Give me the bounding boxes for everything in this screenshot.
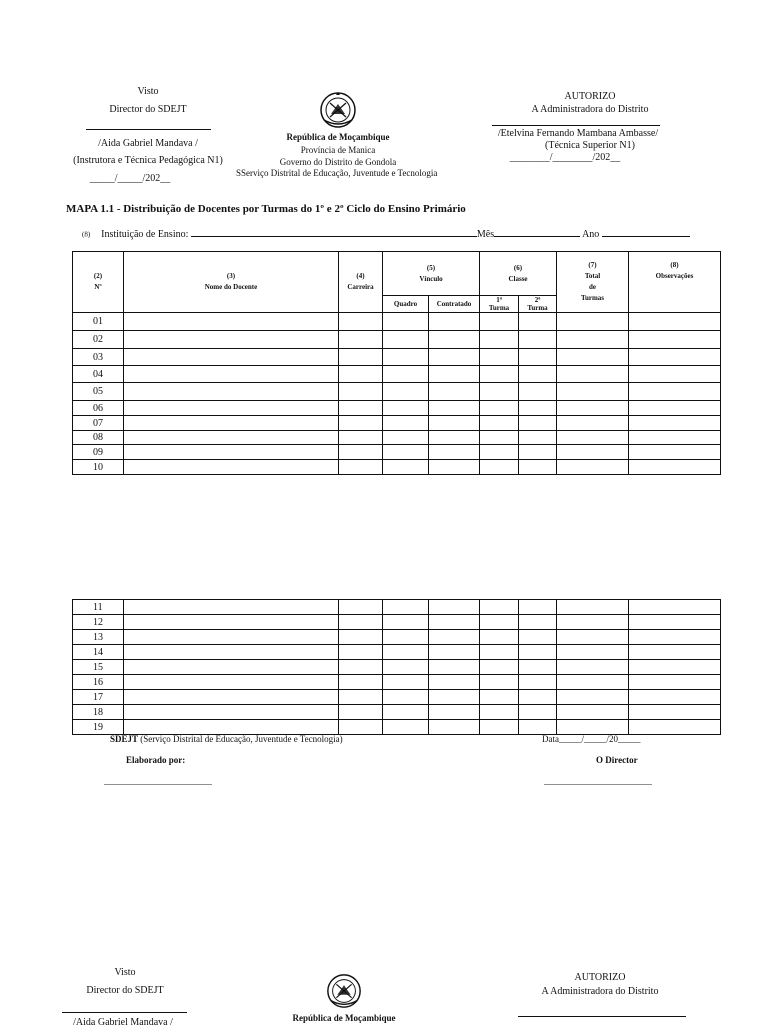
table-cell[interactable] xyxy=(429,313,480,331)
table-cell[interactable] xyxy=(339,660,383,675)
table-cell[interactable] xyxy=(519,675,557,690)
table-cell[interactable] xyxy=(519,460,557,475)
table-cell[interactable] xyxy=(339,645,383,660)
row-number: 15 xyxy=(73,660,124,675)
visto-label: Visto xyxy=(137,86,159,97)
director-footer-label: O Director xyxy=(596,755,638,765)
col-class-second-num: 2ª xyxy=(534,296,541,304)
month-field[interactable] xyxy=(494,236,580,237)
table-cell[interactable] xyxy=(557,460,629,475)
table-cell[interactable] xyxy=(629,660,721,675)
table-cell[interactable] xyxy=(429,431,480,445)
republic-label: República de Moçambique xyxy=(286,132,390,142)
table-cell[interactable] xyxy=(383,675,429,690)
table-cell[interactable] xyxy=(383,705,429,720)
institution-field[interactable] xyxy=(191,236,477,237)
institution-label: Instituição de Ensino: xyxy=(101,229,189,240)
sdejt-footer xyxy=(110,734,343,744)
table-cell[interactable] xyxy=(629,675,721,690)
table-cell[interactable] xyxy=(339,383,383,401)
table-row xyxy=(73,720,721,735)
row-number: 16 xyxy=(73,675,124,690)
col-number-header xyxy=(73,252,124,313)
table-cell[interactable] xyxy=(519,401,557,416)
table-cell[interactable] xyxy=(557,690,629,705)
institution-row xyxy=(82,229,690,240)
table-cell[interactable] xyxy=(519,349,557,366)
bottom-admin-signature-line xyxy=(518,1016,686,1017)
table-cell[interactable] xyxy=(429,460,480,475)
table-cell[interactable] xyxy=(383,349,429,366)
director-signature-line xyxy=(86,129,211,130)
table-cell[interactable] xyxy=(339,313,383,331)
province-label: Província de Manica xyxy=(300,145,376,155)
bottom-mozambique-emblem-icon xyxy=(325,972,363,1010)
director-signature-line-footer[interactable]: ________________________ xyxy=(544,776,652,786)
government-label: Governo do Distrito de Gondola xyxy=(279,157,397,167)
col-name-label: Nome do Docente xyxy=(204,283,258,291)
table-row xyxy=(73,431,721,445)
table-cell[interactable] xyxy=(480,445,519,460)
table-row xyxy=(73,600,721,615)
bottom-director-name: /Aida Gabriel Mandava / xyxy=(73,1017,173,1028)
admin-title: A Administradora do Distrito xyxy=(531,104,649,115)
admin-date: ________/________/202__ xyxy=(509,152,621,163)
table-cell[interactable] xyxy=(557,660,629,675)
table-header-row xyxy=(73,252,721,296)
table-cell[interactable] xyxy=(429,645,480,660)
table-cell[interactable] xyxy=(480,366,519,383)
table-cell[interactable] xyxy=(629,630,721,645)
table-cell[interactable] xyxy=(339,349,383,366)
table-cell[interactable] xyxy=(480,690,519,705)
col-class-second-label: Turma xyxy=(527,304,548,312)
director-role: (Instrutora e Técnica Pedagógica N1) xyxy=(73,155,223,166)
table-cell[interactable] xyxy=(383,460,429,475)
row-number: 14 xyxy=(73,645,124,660)
director-title: Director do SDEJT xyxy=(109,104,187,115)
table-cell[interactable] xyxy=(629,383,721,401)
table-cell[interactable] xyxy=(480,675,519,690)
table-row xyxy=(73,349,721,366)
col-number-index: (2) xyxy=(93,272,103,280)
table-cell[interactable] xyxy=(629,445,721,460)
table-cell[interactable] xyxy=(480,313,519,331)
table-cell[interactable] xyxy=(383,431,429,445)
col-career-label: Carreira xyxy=(347,283,374,291)
table-cell[interactable] xyxy=(124,401,339,416)
table-cell[interactable] xyxy=(429,349,480,366)
table-cell[interactable] xyxy=(629,431,721,445)
table-cell[interactable] xyxy=(124,416,339,431)
table-cell[interactable] xyxy=(519,600,557,615)
table-cell[interactable] xyxy=(629,460,721,475)
table-cell[interactable] xyxy=(557,705,629,720)
row-number: 06 xyxy=(73,401,124,416)
table-cell[interactable] xyxy=(383,630,429,645)
table-cell[interactable] xyxy=(124,445,339,460)
sdejt-text: (Serviço Distrital de Educação, Juventude e Tecnologia) xyxy=(140,734,343,744)
row-number: 05 xyxy=(73,383,124,401)
table-cell[interactable] xyxy=(480,416,519,431)
row-number: 11 xyxy=(73,600,124,615)
row-number: 03 xyxy=(73,349,124,366)
table-cell[interactable] xyxy=(480,630,519,645)
bottom-admin-title: A Administradora do Distrito xyxy=(541,986,659,997)
table-cell[interactable] xyxy=(339,705,383,720)
table-row xyxy=(73,460,721,475)
table-cell[interactable] xyxy=(124,431,339,445)
table-row xyxy=(73,645,721,660)
table-cell[interactable] xyxy=(383,660,429,675)
table-cell[interactable] xyxy=(429,383,480,401)
table-cell[interactable] xyxy=(429,416,480,431)
col-class-second xyxy=(519,296,557,313)
table-cell[interactable] xyxy=(629,615,721,630)
table-cell[interactable] xyxy=(519,313,557,331)
table-cell[interactable] xyxy=(480,349,519,366)
table-cell[interactable] xyxy=(339,445,383,460)
table-cell[interactable] xyxy=(557,349,629,366)
table-cell[interactable] xyxy=(557,331,629,349)
table-cell[interactable] xyxy=(629,705,721,720)
table-cell[interactable] xyxy=(429,366,480,383)
table-cell[interactable] xyxy=(519,615,557,630)
table-cell[interactable] xyxy=(629,600,721,615)
table-cell[interactable] xyxy=(383,720,429,735)
table-cell[interactable] xyxy=(629,401,721,416)
table-cell[interactable] xyxy=(339,431,383,445)
col-total-label-1: Total xyxy=(584,272,601,280)
document-title: MAPA 1.1 - Distribuição de Docentes por Turmas do 1º e 2º Ciclo do Ensino Primário xyxy=(66,203,466,215)
table-cell[interactable] xyxy=(124,366,339,383)
row-number: 04 xyxy=(73,366,124,383)
table-cell[interactable] xyxy=(629,690,721,705)
table-cell[interactable] xyxy=(519,720,557,735)
table-cell[interactable] xyxy=(557,445,629,460)
table-cell[interactable] xyxy=(124,675,339,690)
table-cell[interactable] xyxy=(519,705,557,720)
director-date: _____/_____/202__ xyxy=(89,173,171,184)
service-prefix: S xyxy=(236,168,242,178)
table-cell[interactable] xyxy=(339,416,383,431)
row-number: 02 xyxy=(73,331,124,349)
bottom-republic-label: República de Moçambique xyxy=(292,1013,396,1023)
bottom-visto: Visto xyxy=(114,967,136,978)
table-cell[interactable] xyxy=(480,660,519,675)
table-cell[interactable] xyxy=(519,445,557,460)
table-cell[interactable] xyxy=(383,445,429,460)
table-cell[interactable] xyxy=(557,313,629,331)
table-cell[interactable] xyxy=(124,615,339,630)
col-obs-label: Observações xyxy=(655,272,694,280)
footer-date-line: _____/_____/20_____ xyxy=(559,734,641,744)
table-cell[interactable] xyxy=(124,720,339,735)
table-cell[interactable] xyxy=(480,600,519,615)
table-cell[interactable] xyxy=(557,431,629,445)
table-cell[interactable] xyxy=(629,313,721,331)
mozambique-emblem-icon xyxy=(318,90,358,130)
table-cell[interactable] xyxy=(383,383,429,401)
row-number: 08 xyxy=(73,431,124,445)
month-label: Mês xyxy=(476,229,495,240)
table-cell[interactable] xyxy=(339,366,383,383)
row-number: 01 xyxy=(73,313,124,331)
table-cell[interactable] xyxy=(629,720,721,735)
bottom-director-signature-line xyxy=(62,1012,187,1013)
table-cell[interactable] xyxy=(519,331,557,349)
footer-date-label: Data xyxy=(542,734,559,744)
table-cell[interactable] xyxy=(629,416,721,431)
table-cell[interactable] xyxy=(429,331,480,349)
table-cell[interactable] xyxy=(519,630,557,645)
table-cell[interactable] xyxy=(383,645,429,660)
table-cell[interactable] xyxy=(339,600,383,615)
table-cell[interactable] xyxy=(429,600,480,615)
director-name: /Aida Gabriel Mandava / xyxy=(98,138,198,149)
table-cell[interactable] xyxy=(429,630,480,645)
table-row xyxy=(73,615,721,630)
table-cell[interactable] xyxy=(124,600,339,615)
table-cell[interactable] xyxy=(383,690,429,705)
prepared-by-label: Elaborado por: xyxy=(126,755,186,765)
table-cell[interactable] xyxy=(339,720,383,735)
admin-signature-line xyxy=(492,125,660,126)
row-number: 09 xyxy=(73,445,124,460)
table-cell[interactable] xyxy=(124,660,339,675)
col-number-label: Nº xyxy=(94,283,102,291)
table-cell[interactable] xyxy=(629,645,721,660)
table-cell[interactable] xyxy=(124,313,339,331)
col-bond-contratado: Contratado xyxy=(429,296,480,313)
col-class-header xyxy=(480,252,557,296)
table-cell[interactable] xyxy=(519,690,557,705)
table-row xyxy=(73,630,721,645)
col-obs-header xyxy=(629,252,721,313)
col-bond-index: (5) xyxy=(426,263,436,272)
row-number: 18 xyxy=(73,705,124,720)
row-number: 17 xyxy=(73,690,124,705)
col-class-label: Classe xyxy=(508,274,528,283)
table-cell[interactable] xyxy=(557,383,629,401)
service-label xyxy=(236,168,446,178)
bottom-authorize-label: AUTORIZO xyxy=(574,972,626,983)
year-field[interactable] xyxy=(602,236,690,237)
row-number: 12 xyxy=(73,615,124,630)
admin-role: (Técnica Superior N1) xyxy=(545,140,635,151)
admin-name: /Etelvina Fernando Mambana Ambasse/ xyxy=(497,128,659,139)
table-cell[interactable] xyxy=(429,401,480,416)
table-cell[interactable] xyxy=(629,366,721,383)
table-cell[interactable] xyxy=(557,630,629,645)
table-cell[interactable] xyxy=(557,675,629,690)
table-cell[interactable] xyxy=(480,383,519,401)
col-name-header xyxy=(124,252,339,313)
table-cell[interactable] xyxy=(519,431,557,445)
col-bond-label: Vínculo xyxy=(419,274,443,283)
table-cell[interactable] xyxy=(429,720,480,735)
table-row xyxy=(73,331,721,349)
table-cell[interactable] xyxy=(429,615,480,630)
table-cell[interactable] xyxy=(480,645,519,660)
staff-table-bottom xyxy=(72,599,721,735)
prepared-signature-line[interactable]: ________________________ xyxy=(104,776,212,786)
table-cell[interactable] xyxy=(124,349,339,366)
table-cell[interactable] xyxy=(339,690,383,705)
row-number: 13 xyxy=(73,630,124,645)
table-cell[interactable] xyxy=(557,720,629,735)
table-cell[interactable] xyxy=(519,645,557,660)
table-cell[interactable] xyxy=(383,600,429,615)
table-cell[interactable] xyxy=(124,460,339,475)
table-row xyxy=(73,705,721,720)
table-cell[interactable] xyxy=(480,720,519,735)
sdejt-bold: SDEJT xyxy=(110,734,139,744)
table-cell[interactable] xyxy=(124,645,339,660)
table-cell[interactable] xyxy=(480,431,519,445)
table-cell[interactable] xyxy=(124,705,339,720)
table-cell[interactable] xyxy=(519,383,557,401)
table-row xyxy=(73,416,721,431)
col-bond-header xyxy=(383,252,480,296)
col-total-header xyxy=(557,252,629,313)
col-class-first-num: 1ª xyxy=(496,296,502,304)
table-cell[interactable] xyxy=(124,331,339,349)
footer-date xyxy=(542,734,641,744)
table-cell[interactable] xyxy=(429,675,480,690)
table-cell[interactable] xyxy=(557,645,629,660)
table-row xyxy=(73,675,721,690)
table-cell[interactable] xyxy=(383,366,429,383)
table-cell[interactable] xyxy=(557,416,629,431)
col-total-label-2: de xyxy=(589,283,596,291)
col-name-index: (3) xyxy=(226,272,236,280)
table-cell[interactable] xyxy=(519,660,557,675)
table-row xyxy=(73,313,721,331)
table-cell[interactable] xyxy=(429,660,480,675)
col-obs-index: (8) xyxy=(670,261,679,269)
table-cell[interactable] xyxy=(629,331,721,349)
table-cell[interactable] xyxy=(429,445,480,460)
table-body-top xyxy=(73,313,721,475)
row-number: 07 xyxy=(73,416,124,431)
table-cell[interactable] xyxy=(480,460,519,475)
table-cell[interactable] xyxy=(339,401,383,416)
table-row xyxy=(73,401,721,416)
bottom-director-title: Director do SDEJT xyxy=(86,985,164,996)
table-cell[interactable] xyxy=(383,331,429,349)
staff-table-top xyxy=(72,251,721,475)
year-label: Ano xyxy=(582,229,600,240)
table-cell[interactable] xyxy=(383,313,429,331)
table-cell[interactable] xyxy=(124,690,339,705)
institution-marker: (8) xyxy=(82,230,91,239)
table-cell[interactable] xyxy=(124,383,339,401)
service-text: Serviço Distrital de Educação, Juventude e Tecnologia xyxy=(241,168,438,178)
table-cell[interactable] xyxy=(339,675,383,690)
col-total-label-3: Turmas xyxy=(580,294,605,302)
col-career-index: (4) xyxy=(356,272,365,280)
table-cell[interactable] xyxy=(383,416,429,431)
table-cell[interactable] xyxy=(383,615,429,630)
col-total-index: (7) xyxy=(588,261,597,269)
table-cell[interactable] xyxy=(429,690,480,705)
table-cell[interactable] xyxy=(383,401,429,416)
table-cell[interactable] xyxy=(557,401,629,416)
table-cell[interactable] xyxy=(519,416,557,431)
table-row xyxy=(73,383,721,401)
table-cell[interactable] xyxy=(480,705,519,720)
table-cell[interactable] xyxy=(519,366,557,383)
table-cell[interactable] xyxy=(480,615,519,630)
table-cell[interactable] xyxy=(557,615,629,630)
table-cell[interactable] xyxy=(429,705,480,720)
table-row xyxy=(73,366,721,383)
table-cell[interactable] xyxy=(339,630,383,645)
table-cell[interactable] xyxy=(480,331,519,349)
row-number: 19 xyxy=(73,720,124,735)
table-cell[interactable] xyxy=(629,349,721,366)
table-row xyxy=(73,690,721,705)
table-cell[interactable] xyxy=(557,366,629,383)
col-bond-quadro: Quadro xyxy=(383,296,429,313)
table-row xyxy=(73,445,721,460)
table-cell[interactable] xyxy=(557,600,629,615)
authorize-label: AUTORIZO xyxy=(564,91,616,102)
table-cell[interactable] xyxy=(339,331,383,349)
table-row xyxy=(73,660,721,675)
col-class-first xyxy=(480,296,519,313)
col-class-first-label: Turma xyxy=(488,304,510,312)
table-cell[interactable] xyxy=(124,630,339,645)
col-class-index: (6) xyxy=(513,263,523,272)
table-cell[interactable] xyxy=(339,460,383,475)
table-body-bottom xyxy=(73,600,721,735)
col-career-header xyxy=(339,252,383,313)
row-number: 10 xyxy=(73,460,124,475)
table-cell[interactable] xyxy=(339,615,383,630)
table-cell[interactable] xyxy=(480,401,519,416)
